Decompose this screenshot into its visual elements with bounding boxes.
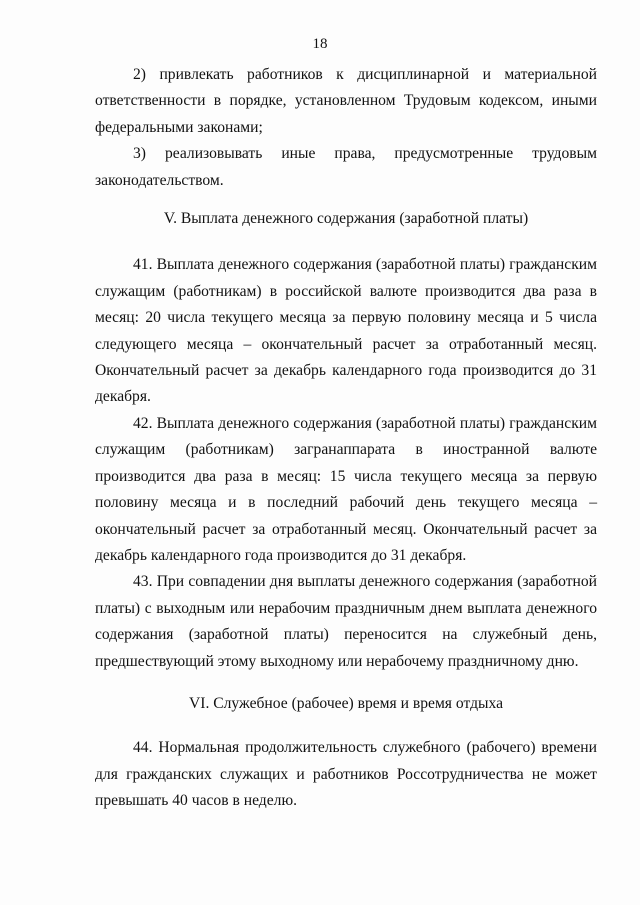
paragraph-43: 43. При совпадении дня выплаты денежного содержания (заработной платы) с выходным или нерабочим праздничным днем выплата денежного содержания (заработной платы) переносится на служебный день, предшествующий этому выходному или нерабочему праздничному дню. xyxy=(95,573,597,670)
paragraph-44: 44. Нормальная продолжительность служебного (рабочего) времени для гражданских служащих и работников Россотрудничества не может превышать 40 часов в неделю. xyxy=(95,739,597,810)
list-item-3: 3) реализовывать иные права, предусмотренные трудовым законодательством. xyxy=(95,145,597,189)
list-item-2: 2) привлекать работников к дисциплинарной и материальной ответственности в порядке, установленном Трудовым кодексом, иными федеральными законами; xyxy=(95,66,597,136)
document-body xyxy=(95,62,597,815)
paragraph-41: 41. Выплата денежного содержания (заработной платы) гражданским служащим (работникам) в российской валюте производится два раза в месяц: 20 числа текущего месяца за первую половину месяца и 5 числа следующего месяца – окончательный расчет за отработанный месяц. Окончательный расчет за декабрь календарного года производится до 31 декабря. xyxy=(95,256,597,406)
section-v-heading: V. Выплата денежного содержания (заработной платы) xyxy=(163,210,529,228)
section-vi-heading: VI. Служебное (рабочее) время и время отдыха xyxy=(188,694,504,712)
paragraph-42: 42. Выплата денежного содержания (заработной платы) гражданским служащим (работникам) загранаппарата в иностранной валюте производится два раза в месяц: 15 числа текущего месяца за первую половину месяца и в последний рабочий день текущего месяца – окончательный расчет за отработанный месяц. Окончательный расчет за декабрь календарного года производится до 31 декабря. xyxy=(95,414,597,564)
page-number: 18 xyxy=(312,36,328,52)
